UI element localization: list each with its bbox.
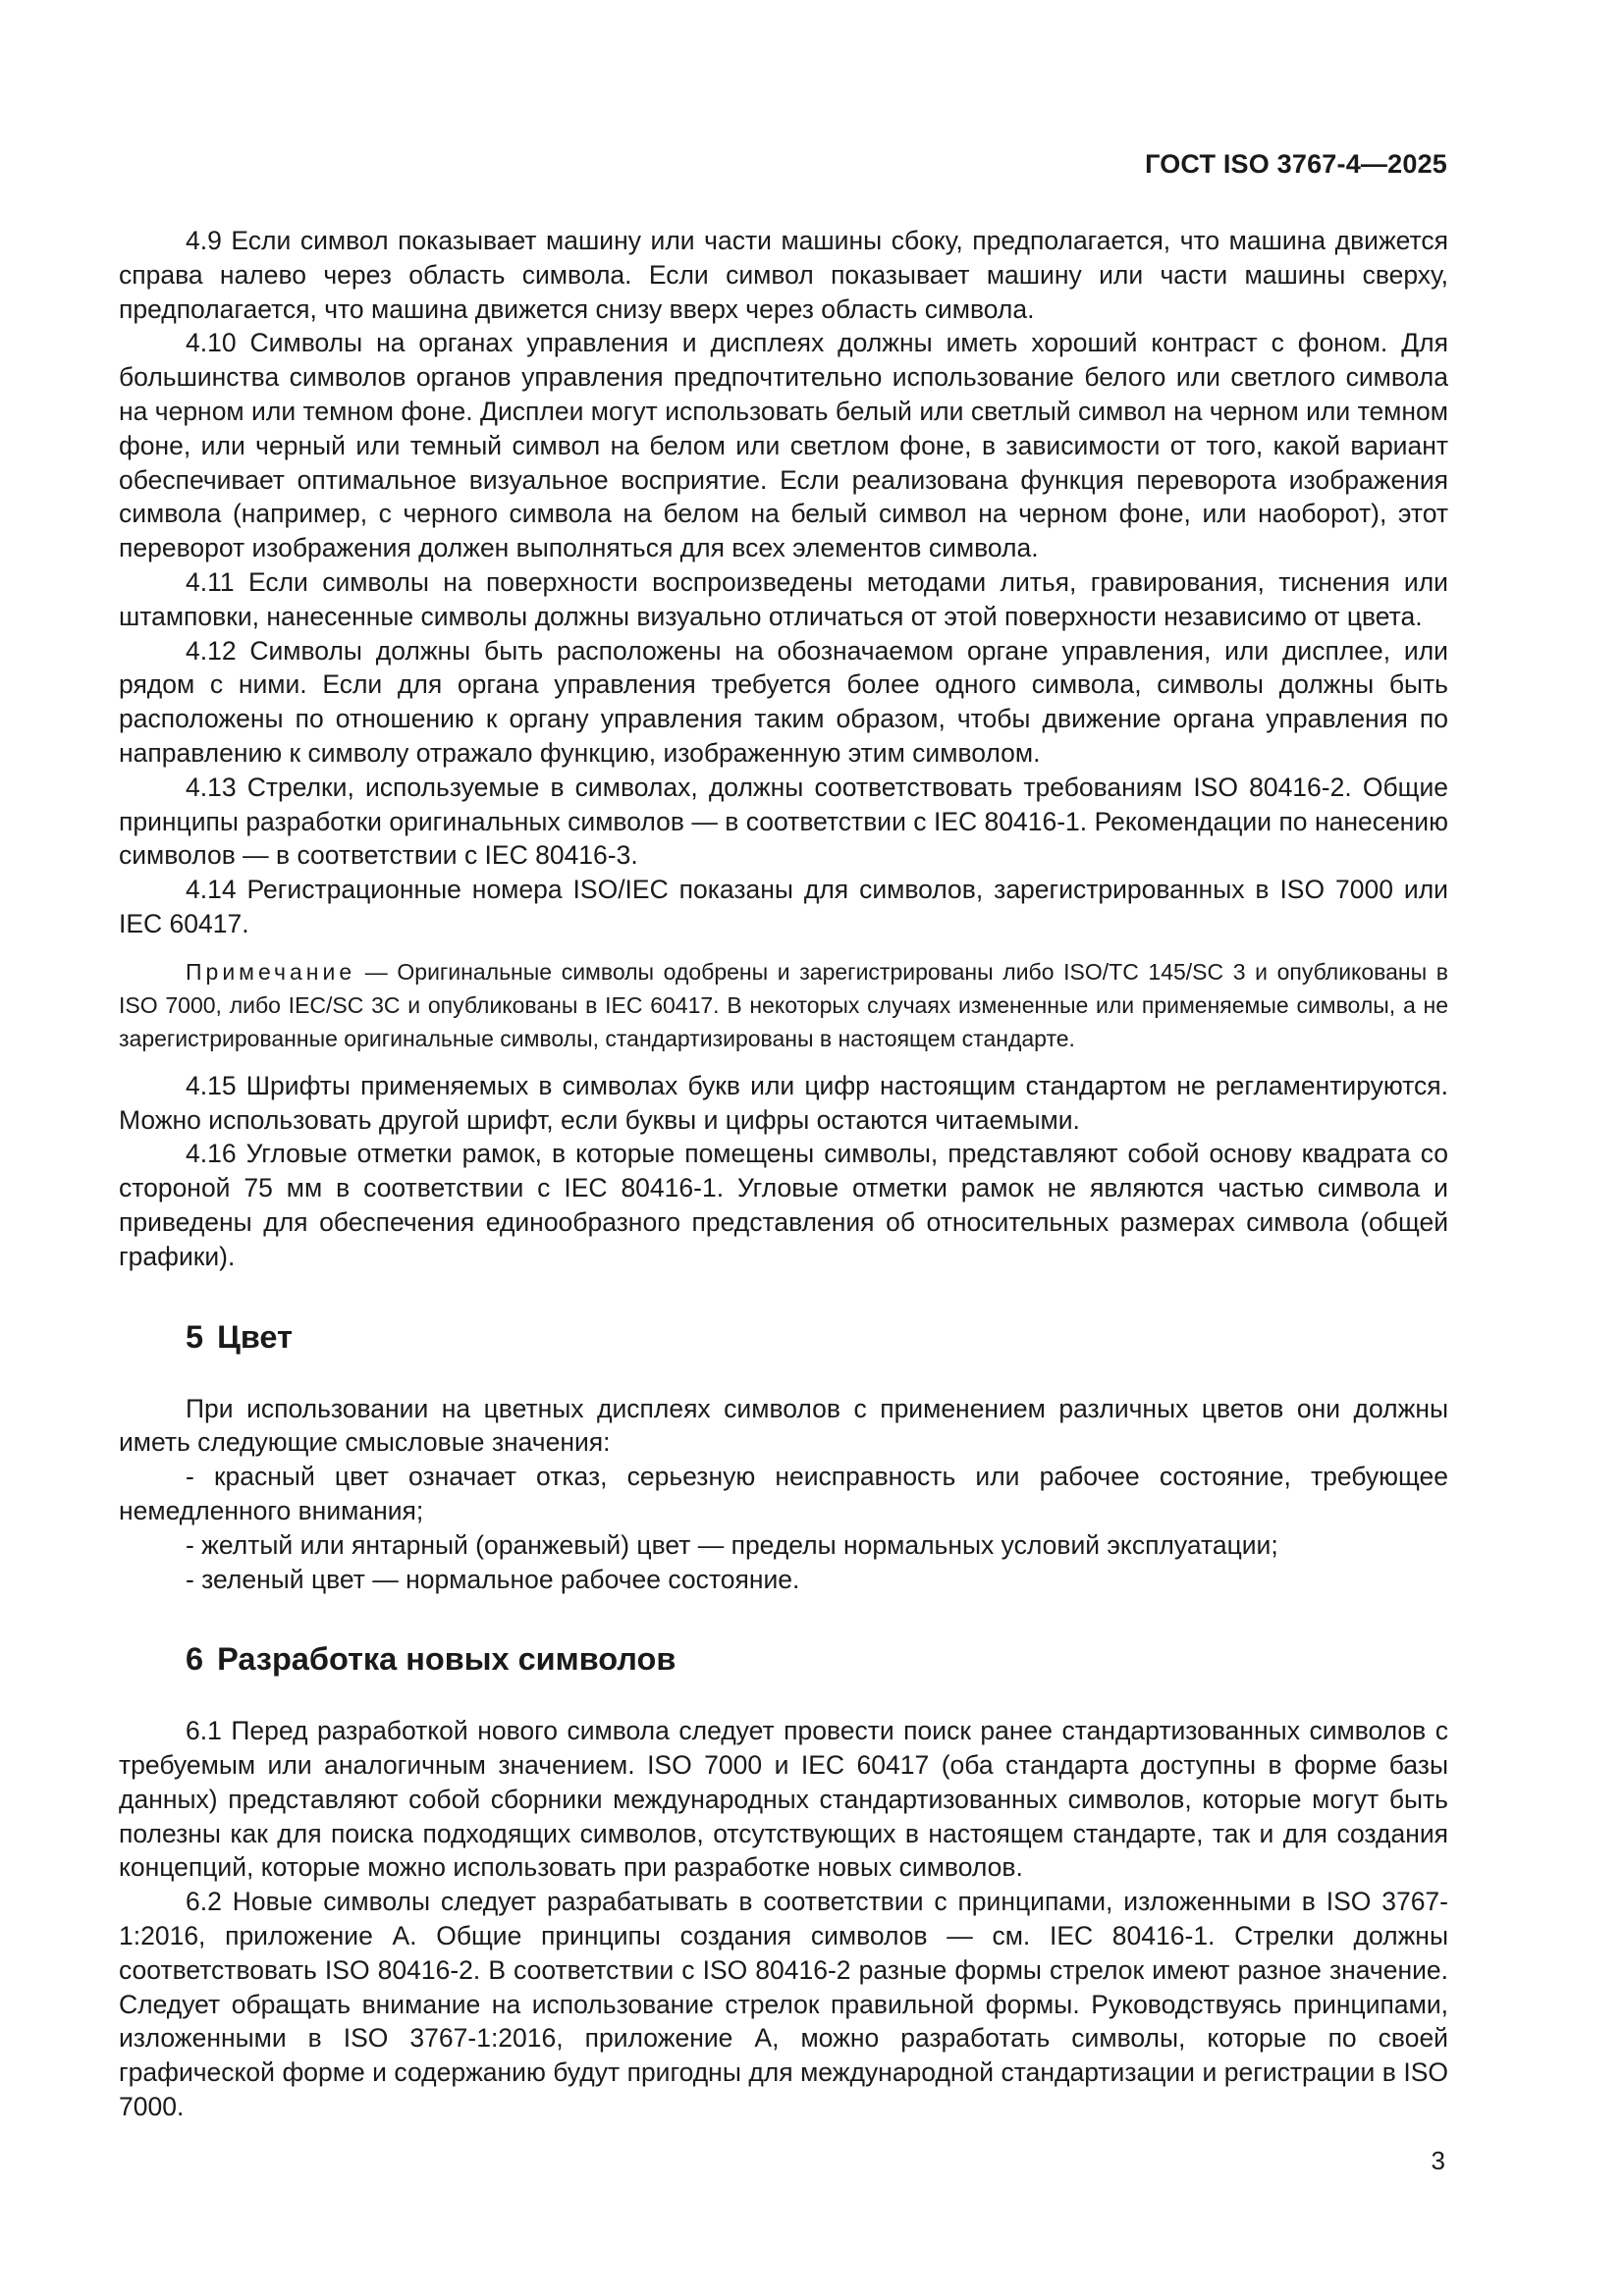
clause-4-16: 4.16 Угловые отметки рамок, в которые помещены символы, представляют собой основу квадрата со стороной 75 мм в соответствии с IEC 80416-1. Угловые отметки рамок не являются частью символа и приведены для обеспечения единообразного представления об относительных размерах символа (общей графики). — [119, 1139, 1448, 1271]
clause-6-2: 6.2 Новые символы следует разрабатывать в соответствии с принципами, изложенными в ISO 3767-1:2016, приложение А. Общие принципы создания символов — см. IEC 80416-1. Стрелки должны соответствовать ISO 80416-2. В соответствии с ISO 80416-2 разные формы стрелок имеют разное значение. Следует обращать внимание на использование стрелок правильной формы. Руководствуясь принципами, изложенными в ISO 3767-1:2016, приложение А, можно разработать символы, которые по своей графической форме и содержанию будут пригодны для международной стандартизации и регистрации в ISO 7000. — [119, 1887, 1448, 2122]
clause-4-9: 4.9 Если символ показывает машину или части машины сбоку, предполагается, что машина движется справа налево через область символа. Если символ показывает машину или части машины сверху, предполагается, что машина движется снизу вверх через область символа. — [119, 226, 1448, 324]
page-number: 3 — [1431, 2146, 1445, 2175]
document-header: ГОСТ ISO 3767-4—2025 — [1145, 149, 1447, 179]
note-label: Примечание — [186, 958, 356, 985]
section-6-heading: 6 Разработка новых символов — [186, 1641, 677, 1678]
clause-4-10: 4.10 Символы на органах управления и дисплеях должны иметь хороший контраст с фоном. Для большинства символов органов управления предпочтительно использование белого или светлого символа на черном или темном фоне. Дисплеи могут использовать белый или светлый символ на черном или темном фоне, или черный или темный символ на белом или светлом фоне, в зависимости от того, какой вариант обеспечивает оптимальное визуальное восприятие. Если реализована функция переворота изображения символа (например, с черного символа на белом на белый символ на черном фоне, или наоборот), этот переворот изображения должен выполняться для всех элементов символа. — [119, 328, 1448, 563]
color-item-red: - красный цвет означает отказ, серьезную неисправность или рабочее состояние, требующее немедленного внимания; — [119, 1462, 1448, 1525]
clause-6-1: 6.1 Перед разработкой нового символа следует провести поиск ранее стандартизованных символов с требуемым или аналогичным значением. ISO 7000 и IEC 60417 (оба стандарта доступны в форме базы данных) представляют собой сборники международных стандартизованных символов, которые могут быть полезны как для поиска подходящих символов, отсутствующих в настоящем стандарте, так и для создания концепций, которые можно использовать при разработке новых символов. — [119, 1716, 1448, 1883]
note-text: — Оригинальные символы одобрены и зарегистрированы либо ISO/TC 145/SC 3 и опубликованы в ISO 7000, либо IEC/SC 3C и опубликованы в IEC 60417. В некоторых случаях измененные или применяемые символы, а не зарегистрированные оригинальные символы, стандартизированы в настоящем стандарте. — [119, 958, 1448, 1051]
document-body — [119, 224, 1448, 2124]
clause-4-15: 4.15 Шрифты применяемых в символах букв или цифр настоящим стандартом не регламентируются. Можно использовать другой шрифт, если буквы и цифры остаются читаемыми. — [119, 1070, 1448, 1135]
clause-4-12: 4.12 Символы должны быть расположены на обозначаемом органе управления, или дисплее, или рядом с ними. Если для органа управления требуется более одного символа, символы должны быть расположены по отношению к органу управления таким образом, чтобы движение органа управления по направлению к символу отражало функцию, изображенную этим символом. — [119, 635, 1448, 768]
section-5-intro: При использовании на цветных дисплеях символов с применением различных цветов они должны иметь следующие смысловые значения: — [119, 1393, 1448, 1458]
section-5-heading: 5 Цвет — [186, 1318, 293, 1355]
color-item-yellow: - желтый или янтарный (оранжевый) цвет — пределы нормальных условий эксплуатации; — [186, 1529, 1278, 1560]
clause-4-13: 4.13 Стрелки, используемые в символах, должны соответствовать требованиям ISO 80416-2. Общие принципы разработки оригинальных символов — в соответствии с IEC 80416-1. Рекомендации по нанесению символов — в соответствии с IEC 80416-3. — [119, 772, 1448, 871]
note-block — [119, 955, 1448, 1055]
clause-4-14: 4.14 Регистрационные номера ISO/IEC показаны для символов, зарегистрированных в ISO 7000 или IEC 60417. — [119, 875, 1448, 938]
color-item-green: - зеленый цвет — нормальное рабочее состояние. — [186, 1564, 800, 1594]
clause-4-11: 4.11 Если символы на поверхности воспроизведены методами литья, гравирования, тиснения или штамповки, нанесенные символы должны визуально отличаться от этой поверхности независимо от цвета. — [119, 566, 1448, 631]
